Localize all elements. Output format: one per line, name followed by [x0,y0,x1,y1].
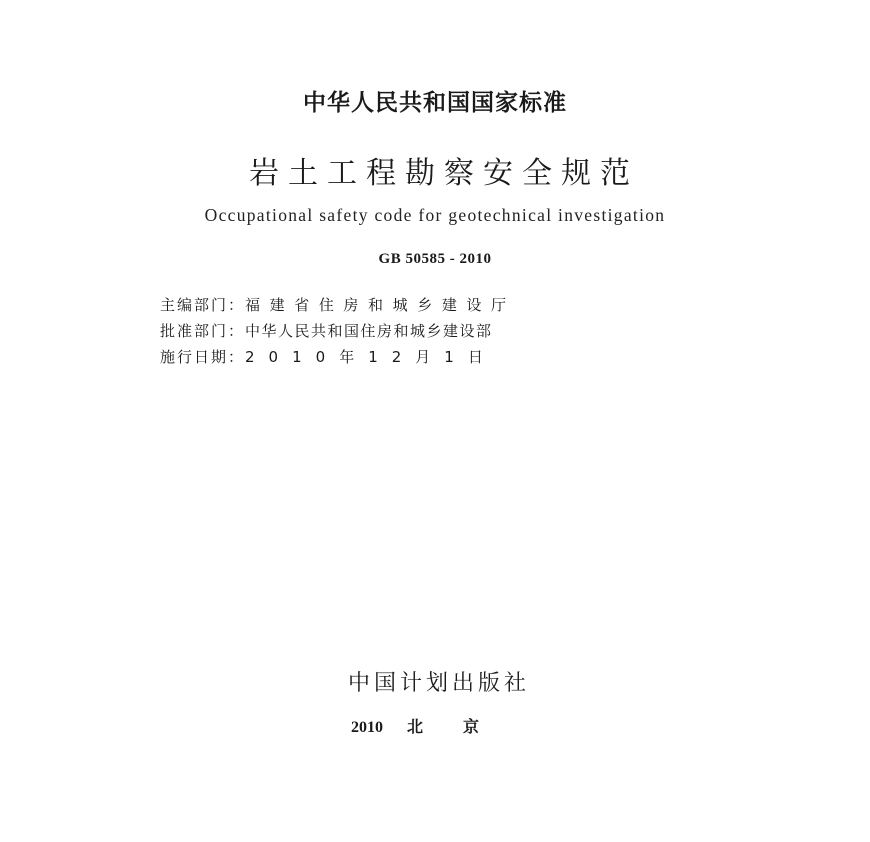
publication-year-city [0,714,870,737]
national-standard-heading: 中华人民共和国国家标准 [303,90,567,116]
meta-value: 中华人民共和国住房和城乡建设部 [245,322,493,340]
chief-editing-department [160,294,516,315]
meta-value: 福建省住房和城乡建设厅 [245,296,516,314]
document-title-chinese: 岩土工程勘察安全规范 [249,156,639,191]
publication-year: 2010 [350,719,383,736]
effective-date [160,346,497,367]
meta-label: 主编部门： [160,296,246,314]
document-title-english: Occupational safety code for geotechnical investigation [204,205,666,225]
meta-label: 批准部门： [160,322,246,340]
publication-city: 北京 [406,719,519,736]
standard-code: GB 50585 - 2010 [378,251,492,267]
publisher-name: 中国计划出版社 [347,671,530,696]
meta-label: 施行日期： [160,348,246,366]
approving-department [160,320,493,341]
meta-value: 2010年12月1日 [245,348,497,366]
